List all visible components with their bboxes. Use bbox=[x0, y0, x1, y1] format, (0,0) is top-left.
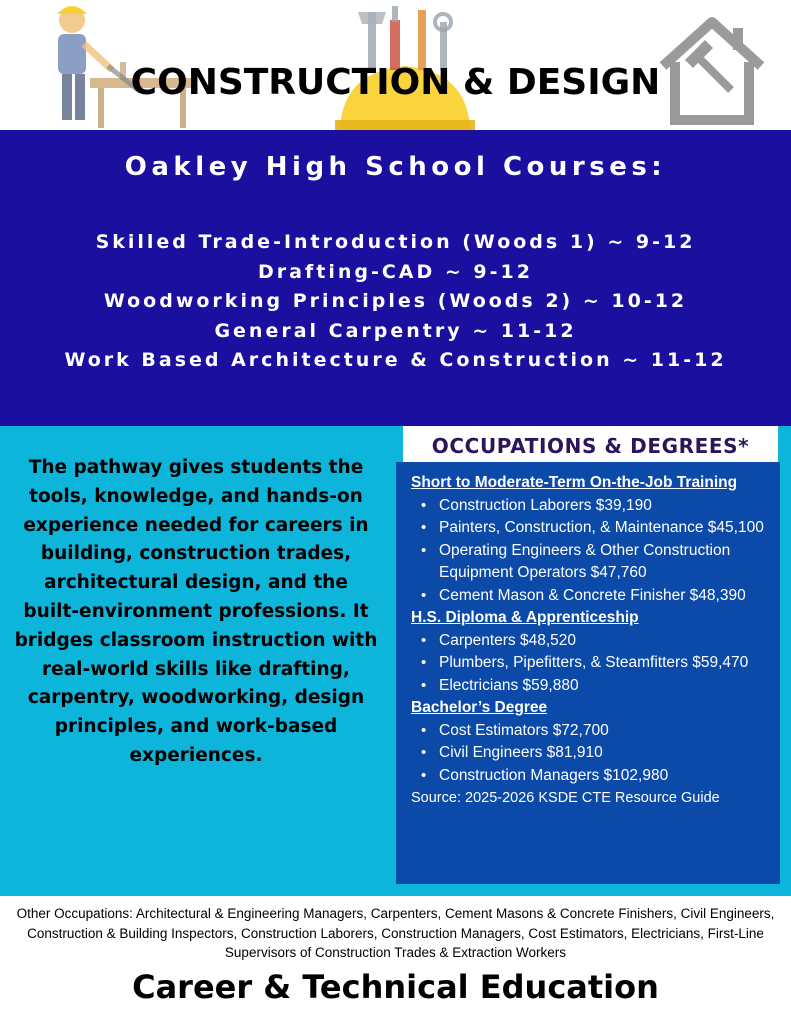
occupation-text: Carpenters $48,520 bbox=[439, 631, 577, 649]
occupation-item bbox=[411, 675, 776, 698]
course-item: Drafting-CAD ~ 9-12 bbox=[258, 260, 533, 283]
pathway-description: The pathway gives students the tools, knowledge, and hands-on experience needed for careers in building, construction trades, architectural design, and the built-environment professions. It bridges classroom instruction with real-world skills like drafting, carpentry, woodworking, design principles, and work-based experiences. bbox=[14, 457, 378, 766]
occupation-item bbox=[411, 517, 776, 540]
occupation-section-title: H.S. Diploma & Apprenticeship bbox=[411, 609, 639, 626]
occupation-item bbox=[411, 742, 776, 765]
bullet-icon: • bbox=[421, 519, 427, 536]
occupation-text: Civil Engineers $81,910 bbox=[439, 744, 603, 761]
occupation-item bbox=[411, 765, 776, 788]
course-list bbox=[0, 228, 791, 376]
occupation-text: Painters, Construction, & Maintenance $45,100 bbox=[439, 519, 764, 536]
occupation-text: Electricians $59,880 bbox=[439, 676, 579, 694]
bullet-icon: • bbox=[421, 654, 427, 671]
occupation-item bbox=[411, 720, 776, 743]
occupation-item bbox=[411, 495, 776, 518]
occupation-text: Cement Mason & Concrete Finisher $48,390 bbox=[439, 586, 746, 604]
occupation-text: Construction Laborers $39,190 bbox=[439, 496, 652, 514]
header bbox=[0, 0, 791, 130]
course-item: Skilled Trade-Introduction (Woods 1) ~ 9-12 bbox=[95, 231, 696, 253]
bullet-icon: • bbox=[421, 541, 427, 559]
occupation-text: Cost Estimators $72,700 bbox=[439, 721, 609, 739]
pathway-section bbox=[0, 426, 791, 896]
course-item: Woodworking Principles (Woods 2) ~ 10-12 bbox=[103, 290, 688, 312]
occupation-list bbox=[411, 495, 776, 608]
footer-title: Career & Technical Education bbox=[132, 968, 659, 1006]
occupations-heading: OCCUPATIONS & DEGREES* bbox=[403, 426, 778, 462]
course-item: Work Based Architecture & Construction ~ 11-12 bbox=[64, 349, 727, 371]
occupation-section-title: Bachelor’s Degree bbox=[411, 699, 548, 716]
source-note: Source: 2025-2026 KSDE CTE Resource Guide bbox=[411, 790, 720, 806]
occupation-item bbox=[411, 630, 776, 653]
bullet-icon: • bbox=[421, 586, 427, 604]
bullet-icon: • bbox=[421, 721, 427, 739]
course-item: General Carpentry ~ 11-12 bbox=[214, 319, 577, 342]
courses-section bbox=[0, 130, 791, 426]
occupation-item bbox=[411, 540, 776, 585]
courses-heading: Oakley High School Courses: bbox=[124, 152, 667, 182]
occupation-section-title: Short to Moderate-Term On-the-Job Training bbox=[411, 474, 738, 491]
occupation-text: Construction Managers $102,980 bbox=[439, 766, 669, 784]
bullet-icon: • bbox=[421, 676, 427, 694]
occupation-text: Operating Engineers & Other Construction Equipment Operators $47,760 bbox=[439, 541, 731, 581]
occupation-item bbox=[411, 585, 776, 608]
occupation-list bbox=[411, 630, 776, 698]
occupations-panel bbox=[396, 462, 780, 884]
bullet-icon: • bbox=[421, 631, 427, 649]
bullet-icon: • bbox=[421, 496, 427, 514]
bullet-icon: • bbox=[421, 766, 427, 784]
bullet-icon: • bbox=[421, 744, 427, 761]
occupation-item bbox=[411, 652, 776, 675]
occupation-text: Plumbers, Pipefitters, & Steamfitters $59,470 bbox=[439, 654, 749, 671]
occupation-list bbox=[411, 720, 776, 788]
other-occupations: Other Occupations: Architectural & Engineering Managers, Carpenters, Cement Masons & Concrete Finishers, Civil Engineers, Construction & Building Inspectors, Construction Laborers, Construction Managers, Cost Estimators, Electricians, First-Line Supervisors of Construction Trades & Extraction Workers bbox=[16, 906, 775, 960]
page-title: CONSTRUCTION & DESIGN bbox=[130, 62, 661, 103]
